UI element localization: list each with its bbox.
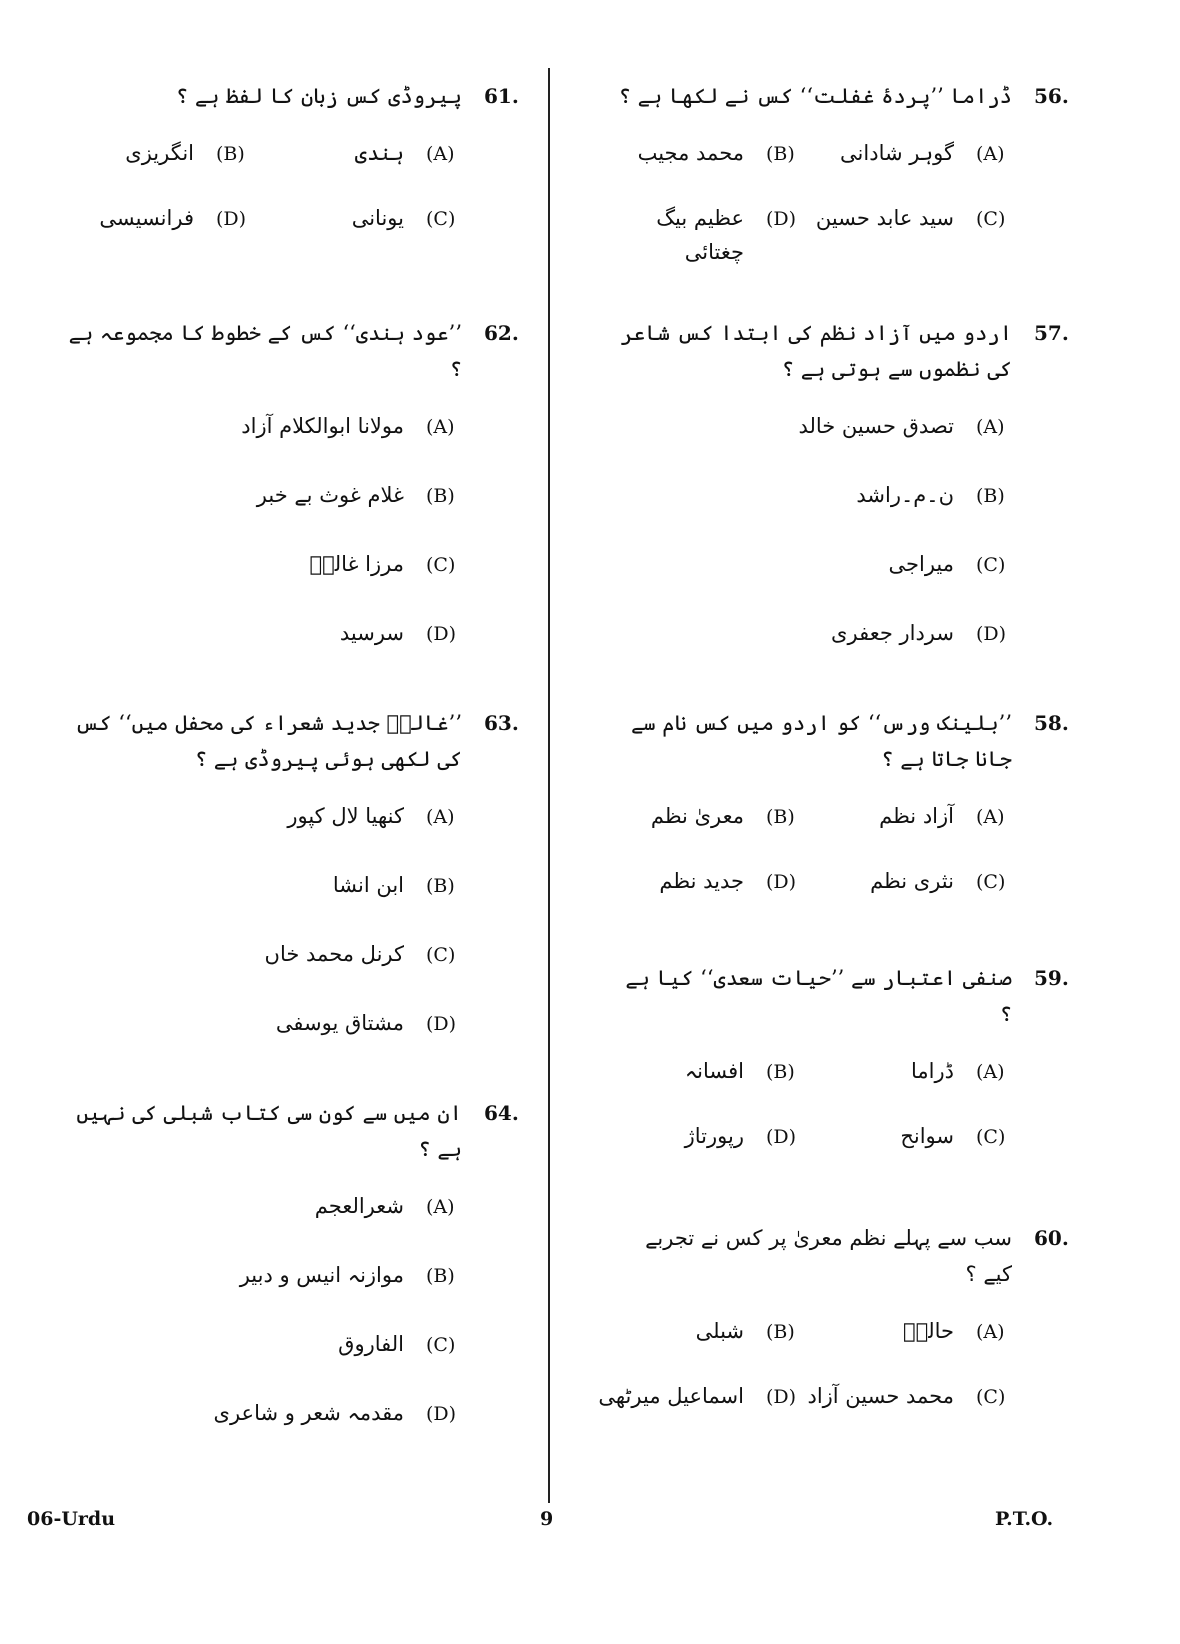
option-d [592,1379,802,1414]
option-b [592,1314,802,1349]
question-number: 57. [1034,321,1069,345]
page-footer [0,1508,1180,1538]
question-59 [610,960,1080,1154]
option-letter: (B) [766,806,795,828]
options [60,136,462,236]
option-text: سرسید [339,621,404,645]
option-b [592,136,802,171]
option-letter: (B) [426,1265,455,1287]
question-63 [60,705,530,1041]
option-d [592,864,802,899]
option-text: سید عابد حسین [815,206,954,230]
page-number: 9 [540,1508,554,1530]
options [598,1314,1012,1414]
option-letter: (A) [976,1321,1005,1343]
option-text: ابن انشا [332,873,404,897]
options [610,136,1012,269]
option-text: مشتاق یوسفی [275,1011,404,1035]
option-letter: (A) [426,806,455,828]
option-letter: (A) [976,143,1005,165]
option-letter: (C) [976,1126,1006,1148]
option-letter: (A) [426,1196,455,1218]
option-text: نثری نظم [870,869,954,893]
option-letter: (D) [766,871,797,893]
option-text: حالیؔ [903,1319,954,1343]
option-text: یونانی [351,206,404,230]
option-letter: (A) [426,143,455,165]
options [610,799,1012,899]
option-letter: (A) [976,1061,1005,1083]
option-letter: (D) [426,1403,457,1425]
option-b [592,1054,802,1089]
option-a [60,409,462,444]
question-text: پیروڈی کس زبان کا لفظ ہے ؟ [175,84,462,108]
option-letter: (D) [976,623,1007,645]
option-a [802,1054,1012,1089]
option-d [60,1006,462,1041]
option-c [60,547,462,582]
option-letter: (B) [216,143,245,165]
options [60,409,462,651]
paper-code: 06-Urdu [27,1508,116,1530]
option-text: الفاروق [338,1332,404,1356]
option-text: انگریزی [125,141,194,165]
option-c [60,937,462,972]
question-number: 61. [484,84,519,108]
option-a [802,1314,1012,1349]
question-head [610,705,1080,777]
question-60 [598,1220,1080,1414]
option-text: محمد حسین آزاد [807,1384,954,1408]
question-head [610,960,1080,1032]
question-head [610,78,1080,114]
option-d [592,201,802,269]
option-text: سوانح [900,1124,954,1148]
option-letter: (C) [426,1334,456,1356]
options [610,409,1012,651]
option-d [610,616,1012,651]
option-text: مرزا غالبؔ [309,552,404,576]
options [610,1054,1012,1154]
option-text: مقدمہ شعر و شاعری [213,1401,404,1425]
question-number: 60. [1034,1226,1069,1250]
option-b [60,1258,462,1293]
option-c [252,201,462,236]
question-number: 56. [1034,84,1069,108]
option-letter: (A) [976,416,1005,438]
option-text: افسانہ [684,1059,744,1083]
option-text: معریٰ نظم [650,804,744,828]
question-number: 64. [484,1101,519,1125]
option-a [60,799,462,834]
question-number: 62. [484,321,519,345]
question-56 [610,78,1080,269]
option-b [42,136,252,171]
question-head [60,1095,530,1167]
question-57 [610,315,1080,651]
option-text: تصدق حسین خالد [798,414,954,438]
question-head [60,705,530,777]
question-64 [60,1095,530,1431]
option-text: کرنل محمد خاں [264,942,404,966]
option-letter: (D) [766,1126,797,1148]
question-58 [610,705,1080,899]
option-letter: (C) [976,871,1006,893]
option-letter: (B) [976,485,1005,507]
option-letter: (C) [426,944,456,966]
option-a [610,409,1012,444]
question-text: ڈراما ’’پردۂ غفلت‘‘ کس نے لکھا ہے ؟ [618,84,1012,108]
option-letter: (C) [426,208,456,230]
option-text: مولانا ابوالکلام آزاد [241,414,404,438]
option-text: شعرالعجم [314,1194,404,1218]
question-62 [60,315,530,651]
option-letter: (D) [766,208,797,230]
option-a [252,136,462,171]
question-text: ’’عود ہندی‘‘ کس کے خطوط کا مجموعہ ہے ؟ [68,321,462,381]
option-letter: (C) [976,208,1006,230]
option-text: کنھیا لال کپور [287,804,404,828]
question-text: ان میں سے کون سی کتاب شبلی کی نہیں ہے ؟ [76,1101,462,1161]
option-text: رپورتاژ [684,1124,744,1148]
option-text: جدید نظم [659,869,744,893]
option-text: میراجی [888,552,954,576]
option-text: گوہر شادانی [840,141,954,165]
option-text: شبلی [695,1319,744,1343]
option-d [60,616,462,651]
option-a [802,136,1012,171]
option-letter: (D) [766,1386,797,1408]
option-text: اسماعیل میرٹھی [598,1384,744,1408]
option-text: ہندی [354,141,404,165]
option-c [802,864,1012,899]
options [60,1189,462,1431]
option-text: محمد مجیب [637,141,744,165]
options [60,799,462,1041]
option-letter: (B) [766,143,795,165]
option-letter: (B) [426,485,455,507]
option-b [610,478,1012,513]
option-letter: (D) [426,1013,457,1035]
option-letter: (C) [976,554,1006,576]
option-b [592,799,802,834]
option-text: فرانسیسی [99,206,194,230]
option-letter: (D) [216,208,247,230]
option-letter: (A) [426,416,455,438]
option-letter: (D) [426,623,457,645]
question-text: صنفی اعتبار سے ’’حیات سعدی‘‘ کیا ہے ؟ [625,966,1012,1026]
option-c [802,1379,1012,1414]
option-d [42,201,252,236]
question-text: ’’بلینک ورس‘‘ کو اردو میں کس نام سے جانا جاتا ہے ؟ [630,711,1012,771]
option-text: ن۔م۔راشد [856,483,954,507]
option-d [592,1119,802,1154]
option-text: آزاد نظم [879,804,954,828]
option-letter: (C) [426,554,456,576]
question-text: اردو میں آزاد نظم کی ابتدا کس شاعر کی نظموں سے ہوتی ہے ؟ [620,321,1012,381]
option-d [60,1396,462,1431]
option-b [60,868,462,903]
option-letter: (A) [976,806,1005,828]
option-letter: (B) [766,1321,795,1343]
question-number: 63. [484,711,519,735]
please-turn-over: P.T.O. [995,1508,1054,1530]
option-text: سردار جعفری [831,621,954,645]
question-text: سب سے پہلے نظم معریٰ پر کس نے تجربے کیے ؟ [645,1226,1012,1286]
option-c [802,201,1012,269]
option-letter: (B) [766,1061,795,1083]
question-head [610,1220,1080,1292]
question-61 [60,78,530,236]
question-number: 58. [1034,711,1069,735]
question-head [60,315,530,387]
column-divider [548,68,550,1503]
option-letter: (B) [426,875,455,897]
option-text: ڈراما [911,1059,954,1083]
question-number: 59. [1034,966,1069,990]
option-c [802,1119,1012,1154]
option-text: غلام غوث بے خبر [256,483,404,507]
question-text: ’’غالبؔ جدید شعراء کی محفل میں‘‘ کس کی لکھی ہوئی پیروڈی ہے ؟ [74,711,462,771]
option-a [802,799,1012,834]
option-letter: (C) [976,1386,1006,1408]
option-c [60,1327,462,1362]
option-b [60,478,462,513]
question-head [610,315,1080,387]
option-text: موازنہ انیس و دبیر [239,1263,404,1287]
option-text: عظیم بیگ چغتائی [656,206,744,264]
option-c [610,547,1012,582]
question-head [60,78,530,114]
option-a [60,1189,462,1224]
